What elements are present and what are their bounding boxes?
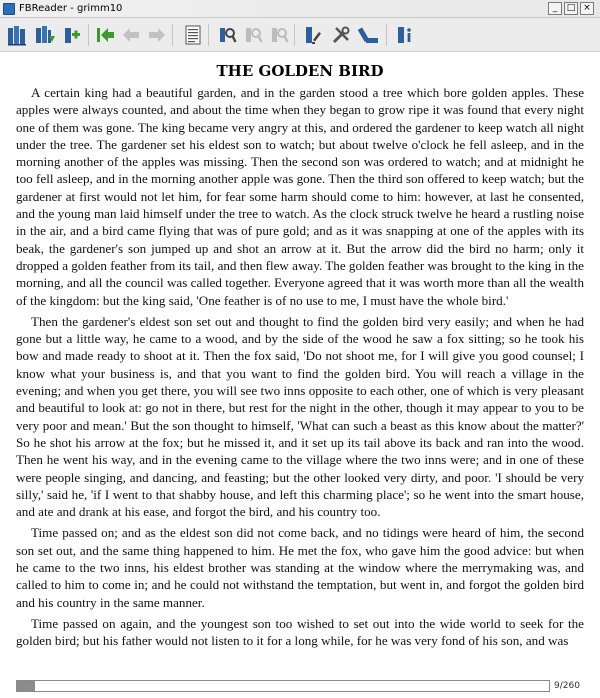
find-next-icon[interactable] [266, 22, 292, 48]
back-icon[interactable] [118, 22, 144, 48]
preferences-icon[interactable] [328, 22, 354, 48]
window-title-bar[interactable] [0, 0, 600, 18]
book-info-icon[interactable] [300, 22, 326, 48]
paragraph: A certain king had a beautiful garden, and in the garden stood a tree which bore golden apples. These apples were always counted, and about the time when they began to grow ripe it was found that every night one of them was gone. The king became very angry at this, and ordered the gardener to keep watch all night under the tree. The gardener set his eldest son to watch; but about twelve o'clock he fell asleep, and in the morning another of the apples was missing. Then the second son was ordered to watch; and at midnight he too fell asleep, and in the morning another apple was gone. Then the third son offered to keep watch; but the gardener at first would not let him, for fear some harm should come to him: however, at last he consented, and the young man laid himself under the tree to watch. As the clock struck twelve he heard a rustling noise in the air, and a bird came flying that was of pure gold; and as it was snapping at one of the apples with its beak, the gardener's son jumped up and shot an arrow at it. But the arrow did the bird no harm; only it dropped a golden feather from its tail, and then flew away. The golden feather was brought to the king in the morning, and all the council was called together. Everyone agreed that it was worth more than all the wealth of the kingdom: but the king said, 'One feather is of no use to me, I must have the whole bird.' [16, 85, 584, 308]
paragraph: Time passed on again, and the youngest son too wished to set out into the wide world to seek for the golden bird; but his father would not listen to it for a long while, for he was very fond of his son, and was [16, 615, 584, 649]
catalog-icon[interactable] [32, 22, 58, 48]
paragraph: Time passed on; and as the eldest son did not come back, and no tidings were heard of him, the second son set out, and the same thing happened to him. He met the fox, who gave him the good advice: but when he came to the two inns, his eldest brother was standing at the window where the merrymaking was, and called to him to come in; and he could not withstand the temptation, but went in, and forgot the golden bird and his country in the same manner. [16, 525, 584, 610]
toolbar-separator [386, 24, 387, 46]
find-previous-icon[interactable] [240, 22, 266, 48]
paragraph: Then the gardener's eldest son set out and thought to find the golden bird very easily; and when he had gone but a little way, he came to a wood, and by the side of the wood he saw a fox sitting; so he took his bow and made ready to shoot at it. Then the fox said, 'Do not shoot me, for I will give you good counsel; I know what your business is, and that you want to find the golden bird. You will reach a village in the evening; and when you get there, you will see two inns opposite to each other, one of which is very pleasant and beautiful to look at: go not in there, but rest for the night in the other, though it may appear to you to be very poor and mean.' But the son thought to himself, 'What can such a beast as this know about the matter?' So he shot his arrow at the fox; but he missed it, and it set up its tail above its back and ran into the wood. Then he went his way, and in the evening came to the village where the two inns were; and in one of these were people singing, and dancing, and feasting; but the other looked very dirty, and poor. 'I should be very silly,' said he, 'if I went to that shabby house, and left this charming place'; so he went into the smart house, and ate and drank at his ease, and forgot the bird, and his country too. [16, 313, 584, 520]
main-toolbar [0, 18, 600, 52]
reading-progress-fill [17, 681, 35, 691]
minimize-button[interactable]: _ [548, 2, 562, 15]
maximize-button[interactable]: □ [564, 2, 578, 15]
book-text [16, 84, 584, 654]
toolbar-separator [294, 24, 295, 46]
go-to-start-icon[interactable] [92, 22, 118, 48]
fbreader-app-icon [3, 3, 15, 15]
library-icon[interactable] [4, 22, 30, 48]
chapter-title: THE GOLDEN BIRD [216, 62, 384, 80]
about-icon[interactable] [392, 22, 418, 48]
page-indicator: 9/260 [554, 681, 580, 691]
forward-icon[interactable] [144, 22, 170, 48]
rotate-screen-icon[interactable] [356, 22, 382, 48]
book-text-view[interactable] [0, 52, 600, 674]
toolbar-separator [88, 24, 89, 46]
reading-progress-bar[interactable] [16, 680, 550, 692]
toolbar-separator [172, 24, 173, 46]
table-of-contents-icon[interactable] [180, 22, 206, 48]
status-bar [0, 674, 600, 698]
search-icon[interactable] [214, 22, 240, 48]
toolbar-separator [208, 24, 209, 46]
window-title: FBReader - grimm10 [19, 3, 123, 14]
add-book-icon[interactable] [60, 22, 86, 48]
close-button[interactable]: × [580, 2, 594, 15]
